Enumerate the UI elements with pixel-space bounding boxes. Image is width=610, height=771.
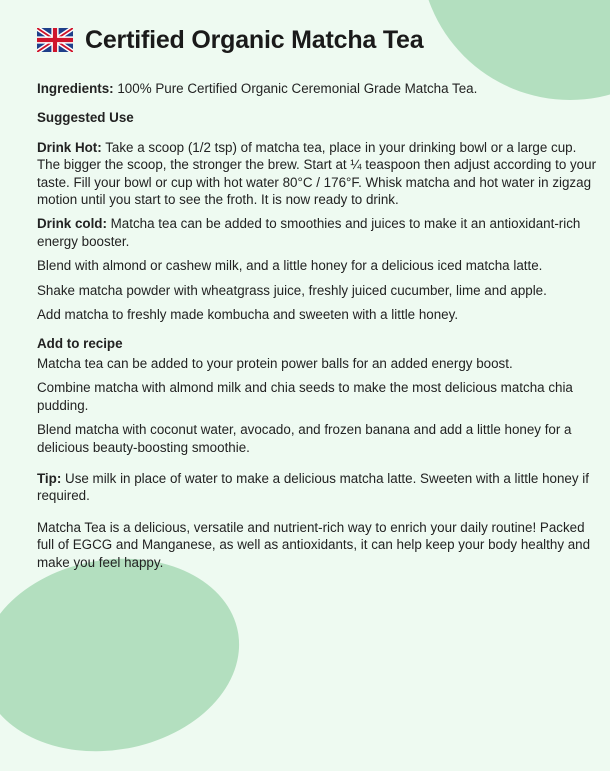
drink-cold-text: Matcha tea can be added to smoothies and juices to make it an antioxidant-rich energy booster. <box>37 216 581 249</box>
suggested-use-heading: Suggested Use <box>37 110 134 126</box>
page-title: Certified Organic Matcha Tea <box>85 25 424 54</box>
tip-label: Tip: <box>37 470 62 486</box>
drink-hot-paragraph <box>37 139 597 209</box>
drink-cold-label: Drink cold: <box>37 216 107 232</box>
drink-hot-text: Take a scoop (1/2 tsp) of matcha tea, place in your drinking bowl or a large cup. The bigger the scoop, the stronger the brew. Start at ¼ teaspoon then adjust according to your taste. Fill your bowl or cup with hot water 80°C / 176°F. Whisk matcha and hot water in zigzag motion until you start to see the froth. It is now ready to drink. <box>37 139 597 208</box>
list-item: Blend matcha with coconut water, avocado, and frozen banana and add a little honey for a delicious beauty-boosting smoothie. <box>37 422 572 455</box>
tip-text: Use milk in place of water to make a delicious matcha latte. Sweeten with a little honey if required. <box>37 470 589 504</box>
content <box>37 0 597 578</box>
header <box>37 0 597 80</box>
uk-flag-icon <box>37 28 73 52</box>
list-item: Shake matcha powder with wheatgrass juice, freshly juiced cucumber, lime and apple. <box>37 282 547 298</box>
list-item: Add matcha to freshly made kombucha and sweeten with a little honey. <box>37 307 459 323</box>
drink-cold-paragraph <box>37 215 597 250</box>
list-item: Blend with almond or cashew milk, and a little honey for a delicious iced matcha latte. <box>37 258 543 274</box>
ingredients-text: 100% Pure Certified Organic Ceremonial Grade Matcha Tea. <box>113 81 478 96</box>
list-item: Combine matcha with almond milk and chia seeds to make the most delicious matcha chia pudding. <box>37 380 573 413</box>
document-body <box>37 80 597 571</box>
add-to-recipe-heading: Add to recipe <box>37 336 123 352</box>
ingredients-label: Ingredients: <box>37 81 114 96</box>
closing-paragraph: Matcha Tea is a delicious, versatile and nutrient-rich way to enrich your daily routine! Packed full of EGCG and Manganese, as well as antioxidants, it can help keep your body healthy and make you feel happy. <box>37 519 591 570</box>
ingredients-paragraph <box>37 80 597 97</box>
tip-paragraph <box>37 470 597 505</box>
list-item: Matcha tea can be added to your protein power balls for an added energy boost. <box>37 355 513 371</box>
drink-hot-label: Drink Hot: <box>37 139 102 155</box>
